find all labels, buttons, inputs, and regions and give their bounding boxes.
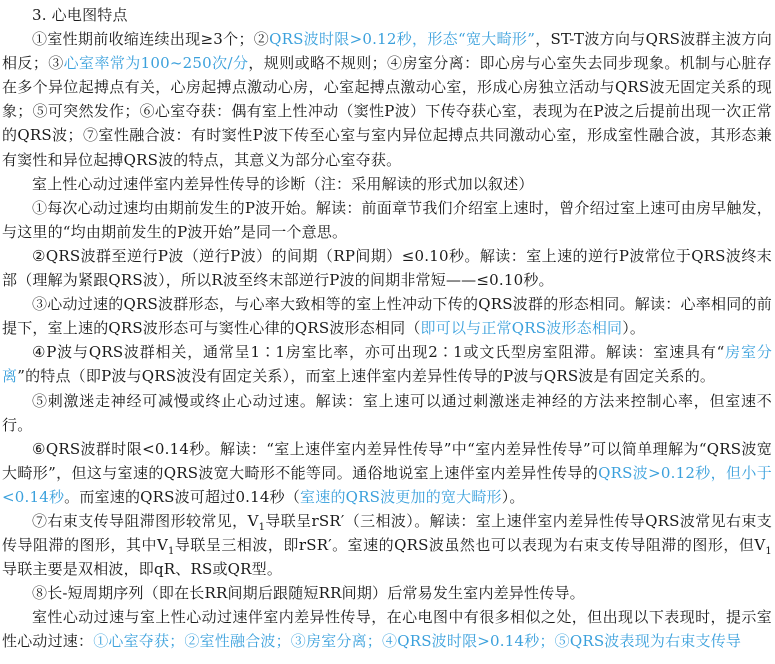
paragraph-criterion-8 — [2, 581, 772, 605]
text-run: 。而室速的QRS波可超过0.14秒（ — [64, 487, 301, 506]
text-run: ）。 — [501, 487, 525, 506]
highlighted-text: QRS波时限>0.12秒，形态“宽大畸形” — [269, 30, 536, 49]
text-run: ⑦右束支传导阻滞图形较常见，V — [32, 511, 259, 530]
highlighted-text: ①心室夺获；②室性融合波；③房室分离；④QRS波时限>0.14秒；⑤QRS波表现为右束支传导 — [93, 632, 742, 651]
paragraph-criterion-4 — [2, 340, 772, 388]
paragraph-criterion-3 — [2, 292, 772, 340]
text-run: ④P波与QRS波群相关，通常呈1∶1房室比率，亦可出现2∶1或文氏型房室阻滞。解读：室速具有“ — [32, 343, 725, 362]
text-run: 室上性心动过速伴室内差异性传导的诊断（注：采用解读的形式加以叙述） — [32, 174, 534, 193]
paragraph-criterion-7 — [2, 509, 772, 581]
text-run: ③心动过速的QRS波群形态，与心率大致相等的室上性冲动下传的QRS波群的形态相同。解读：心率相同的前提下，室上速的QRS波形态可与窦性心律的QRS波形态相同（ — [2, 295, 772, 338]
text-run: ，规则或略不规则；④房室分离：即心房与心室失去同步现象。机制与心脏存在多个异位起搏点有关，心房起搏点激动心房，心室起搏点激动心室，形成心房独立活动与QRS波无固定关系的现象；⑤可突然发作；⑥心室夺获：偶有室上性冲动（窦性P波）下传夺获心室，表现为在P波之后提前出现一次正常的QRS波；⑦室性融合波：有时窦性P波下传至心室与室内异位起搏点共同激动心室，形成室性融合波，其形态兼有窦性和异位起搏QRS波的特点，其意义为部分心室夺获。 — [2, 54, 773, 169]
highlighted-text: 心室率常为100~250次/分 — [63, 54, 249, 73]
text-run: ①室性期前收缩连续出现≥3个；② — [32, 30, 270, 49]
text-run: ⑥QRS波群时限<0.14秒。解读：“室上速伴室内差异性传导”中“室内差异性传导”可以简单理解为“QRS波宽大畸形”，但这与室速的QRS波宽大畸形不能等同。通俗地说室上速伴室内差异性传导的 — [2, 439, 772, 482]
text-run: 室性心动过速与室上性心动过速伴室内差异性传导，在心电图中有很多相似之处，但出现以下表现时，提示室性心动过速： — [2, 608, 772, 651]
text-run: 导联呈rSR′（三相波）。解读：室上速伴室内差异性传导QRS波常见右束支传导阻滞的图形，其中V — [2, 511, 773, 555]
text-run: ①每次心动过速均由期前发生的P波开始。解读：前面章节我们介绍室上速时，曾介绍过室上速可由房早触发，与这里的“均由期前发生的P波开始”是同一个意思。 — [2, 198, 772, 241]
subscript: 1 — [168, 546, 175, 558]
highlighted-text: 房室分离 — [2, 343, 772, 386]
subscript: 1 — [765, 546, 772, 558]
paragraph-ecg-features — [2, 27, 772, 172]
text-run: ⑧长-短周期序列（即在长RR间期后跟随短RR间期）后常易发生室内差异性传导。 — [32, 584, 585, 603]
subscript: 1 — [258, 521, 266, 533]
text-run: 导联呈三相波，即rSR′。室速的QRS波虽然也可以表现为右束支传导阻滞的图形，但V — [174, 536, 766, 555]
paragraph-criterion-2 — [2, 244, 772, 292]
paragraph-vt-summary — [2, 605, 772, 653]
paragraph-criterion-6 — [2, 437, 772, 509]
text-run: ）。 — [622, 319, 646, 338]
text-run: ⑤刺激迷走神经可减慢或终止心动过速。解读：室上速可以通过刺激迷走神经的方法来控制心率，但室速不行。 — [2, 391, 772, 434]
document-page — [2, 3, 772, 654]
text-run: ，ST-T波方向与QRS波群主波方向相反；③ — [2, 30, 772, 73]
text-run: ②QRS波群至逆行P波（逆行P波）的间期（RP间期）≤0.10秒。解读：室上速的逆行P波常位于QRS波终末部（理解为紧跟QRS波），所以R波至终末部逆行P波的间期非常短——≤0.10秒。 — [2, 246, 772, 290]
text-run: ”的特点（即P波与QRS波没有固定关系），而室上速伴室内差异性传导的P波与QRS波是有固定关系的。 — [17, 367, 716, 386]
section-heading: 3. 心电图特点 — [32, 6, 128, 24]
text-run: 导联主要是双相波，即qR、RS或QR型。 — [2, 560, 283, 579]
paragraph-criterion-5 — [2, 389, 772, 437]
highlighted-text: 室速的QRS波更加的宽大畸形 — [300, 487, 502, 506]
highlighted-text: 即可以与正常QRS波形态相同 — [420, 319, 623, 338]
paragraph-criterion-1 — [2, 196, 772, 244]
highlighted-text: QRS波>0.12秒，但小于<0.14秒 — [2, 463, 772, 506]
paragraph-svt-aberrancy-intro — [2, 172, 772, 196]
